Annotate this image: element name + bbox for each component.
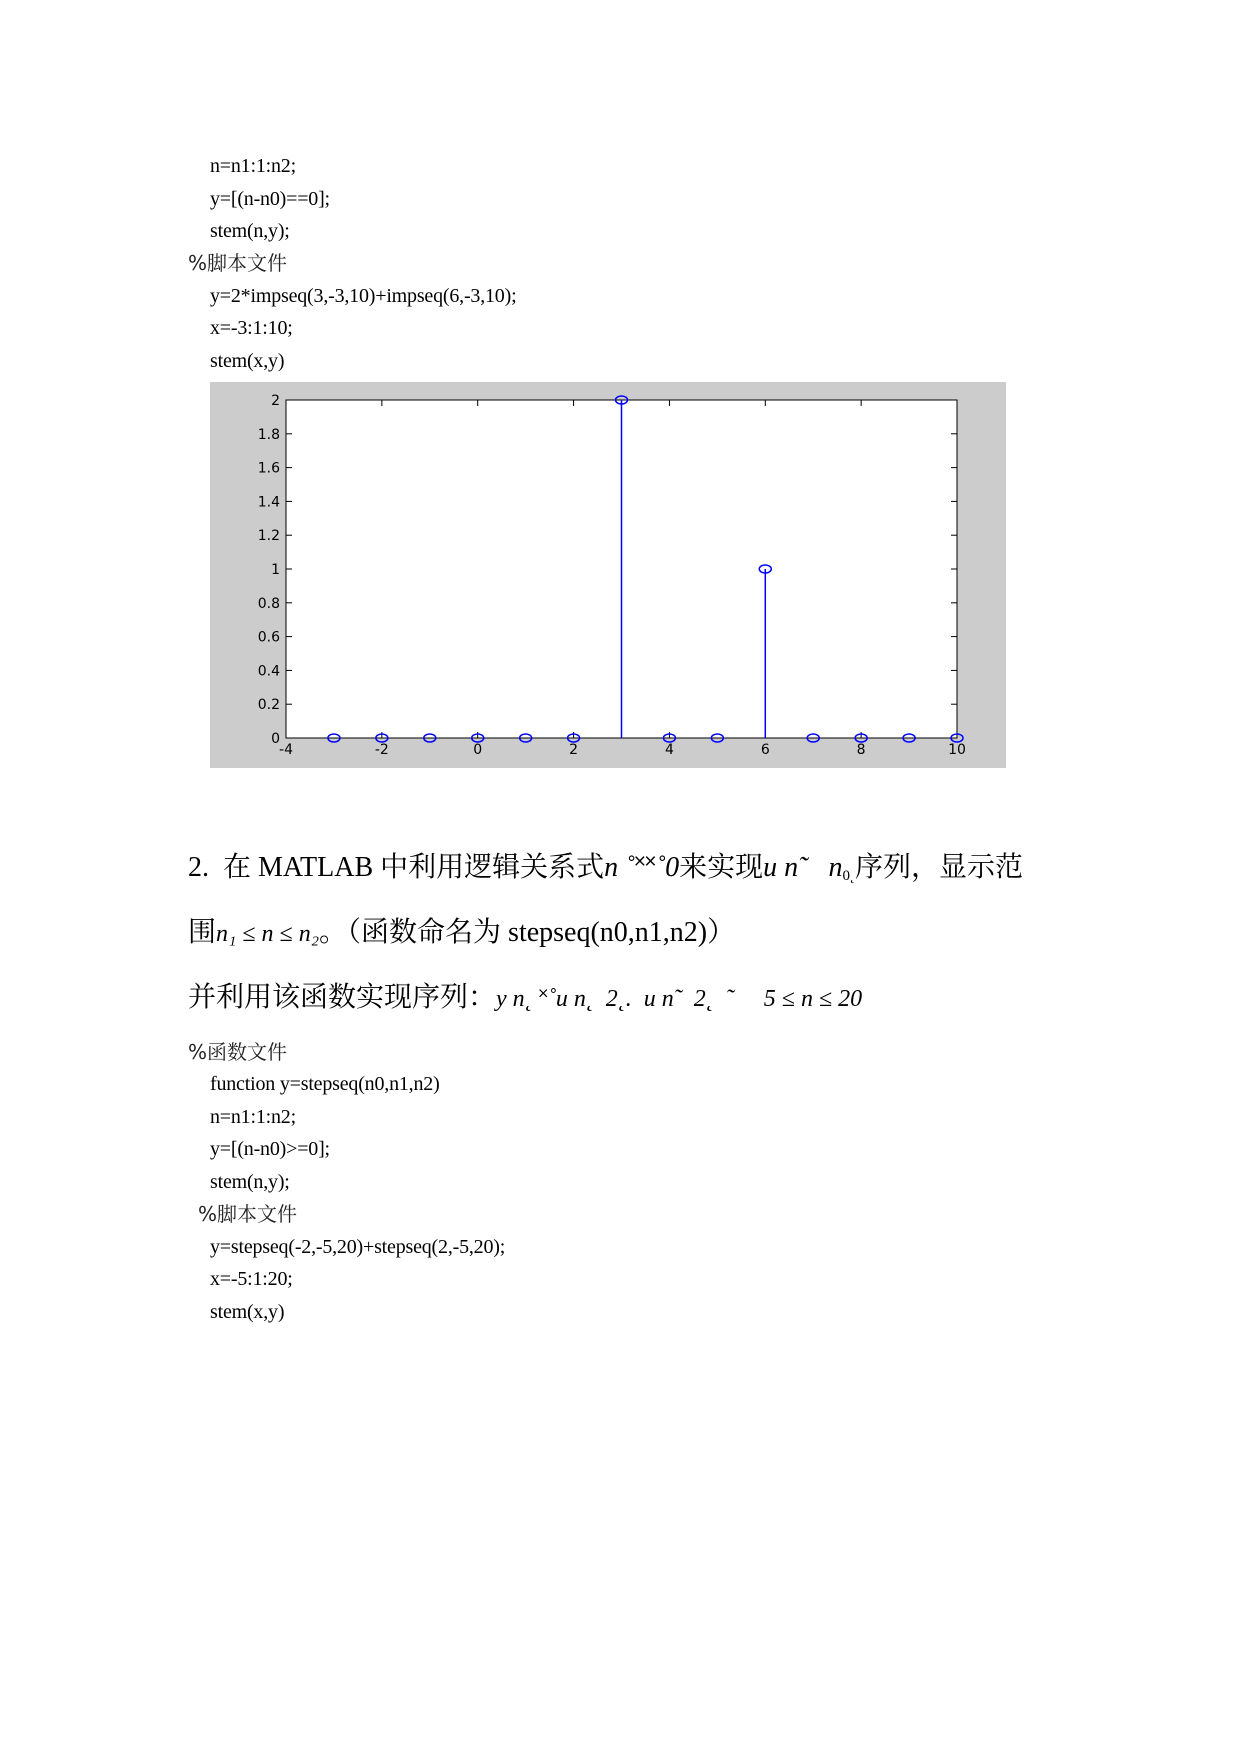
y-tick-label: 0.6 <box>257 629 280 646</box>
y-tick-label: 0 <box>271 731 280 747</box>
code-line: x=-3:1:10; <box>210 317 293 339</box>
code-line: y=[(n-n0)>=0]; <box>210 1138 330 1160</box>
x-tick-label: 0 <box>473 742 483 758</box>
math-expr: u n˜ n <box>763 852 843 883</box>
code-line: y=stepseq(-2,-5,20)+stepseq(2,-5,20); <box>210 1236 506 1258</box>
problem-line-1 <box>188 851 1023 893</box>
x-tick-label: 4 <box>664 742 674 758</box>
y-tick-label: 2 <box>271 393 280 409</box>
x-tick-label: 8 <box>856 742 866 758</box>
y-tick-label: 1.2 <box>257 528 280 545</box>
problem-text: 序列，显示范 <box>855 852 1024 883</box>
problem-text: 2. 在 MATLAB 中利用逻辑关系式 <box>188 852 605 883</box>
stem-plot <box>210 382 1006 768</box>
y-tick-label: 0.2 <box>257 697 280 714</box>
problem-text: 围 <box>188 917 217 948</box>
problem-line-2 <box>188 916 735 951</box>
code-line: stem(x,y) <box>210 350 285 372</box>
x-tick-label: 10 <box>948 742 966 758</box>
math-expr: n ˚˟˟˚0 <box>604 852 680 883</box>
x-tick-label: 6 <box>760 742 770 758</box>
code-line: stem(x,y) <box>210 1301 285 1323</box>
y-tick-label: 1 <box>271 562 280 578</box>
code-line: function y=stepseq(n0,n1,n2) <box>210 1073 440 1095</box>
problem-text: 。（函数命名为 stepseq(n0,n1,n2)） <box>319 917 736 948</box>
x-tick-label: -2 <box>374 742 389 758</box>
y-tick-label: 1.4 <box>257 494 280 511</box>
x-tick-label: -4 <box>279 742 293 758</box>
code-line: stem(n,y); <box>210 220 290 242</box>
problem-text: 并利用该函数实现序列： <box>188 982 497 1013</box>
code-line: y=[(n-n0)==0]; <box>210 188 330 210</box>
y-tick-label: 0.8 <box>257 595 280 612</box>
y-tick-label: 1.8 <box>257 426 280 443</box>
y-tick-label: 0.4 <box>257 663 280 680</box>
function-comment: %函数文件 <box>188 1040 288 1064</box>
code-line: x=-5:1:20; <box>210 1268 293 1290</box>
x-tick-label: 2 <box>569 742 579 758</box>
math-expr: y n˛ ˟˚u n˛ 2˛. u n˜ 2˛ ˜ 5 ≤ n ≤ 20 <box>496 986 863 1012</box>
code-line: n=n1:1:n2; <box>210 1106 296 1128</box>
y-tick-label: 1.6 <box>257 460 280 477</box>
code-line: n=n1:1:n2; <box>210 155 296 177</box>
script-comment: %脚本文件 <box>198 1202 298 1226</box>
script-comment: %脚本文件 <box>188 251 288 275</box>
problem-text: 来实现 <box>679 852 764 883</box>
problem-line-3 <box>188 981 862 1016</box>
stem-plot-figure <box>210 382 1006 768</box>
code-line: stem(n,y); <box>210 1171 290 1193</box>
math-subscript: 0˛ <box>842 868 855 884</box>
math-expr: n₁ ≤ n ≤ n₂ <box>216 921 320 947</box>
code-line: y=2*impseq(3,-3,10)+impseq(6,-3,10); <box>210 285 517 307</box>
